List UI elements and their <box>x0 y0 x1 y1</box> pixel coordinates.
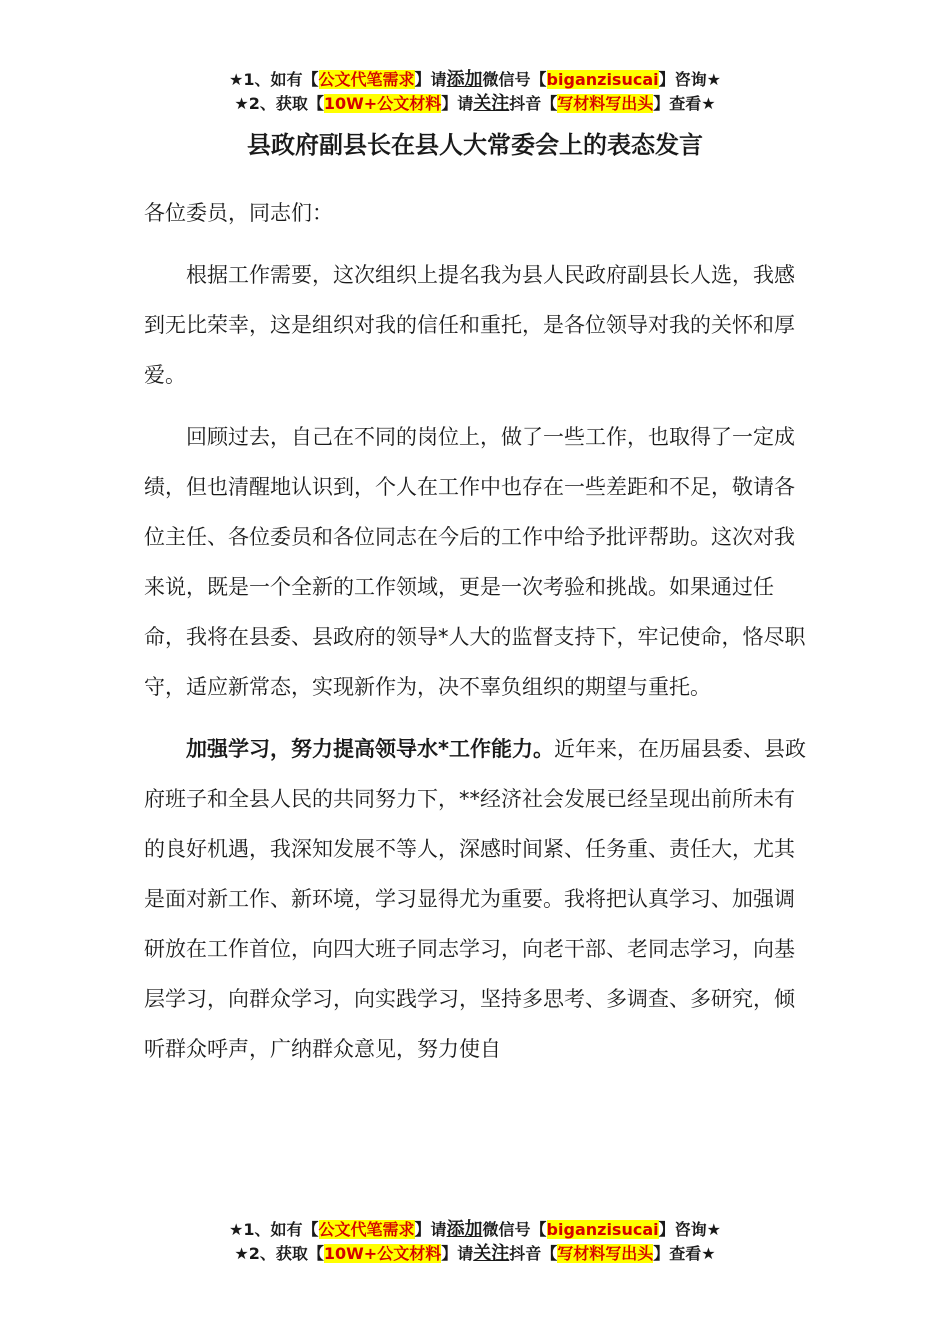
promo-text: 微信号【 <box>482 1220 547 1239</box>
highlight-materials: 10W+公文材料 <box>323 94 442 113</box>
promo-text: 】咨询★ <box>658 1220 721 1239</box>
emphasis-add: 添加 <box>446 1219 483 1240</box>
paragraph-2: 回顾过去，自己在不同的岗位上，做了一些工作，也取得了一定成绩，但也清醒地认识到，个人在工作中也存在一些差距和不足，敬请各位主任、各位委员和各位同志在今后的工作中给予批评帮助。这次对我来说，既是一个全新的工作领域，更是一次考验和挑战。如果通过任命，我将在县委、县政府的领导*人大的监督支持下，牢记使命，恪尽职守，适应新常态，实现新作为，决不辜负组织的期望与重托。 <box>144 425 806 699</box>
promo-text: 】请 <box>441 94 474 113</box>
highlight-service: 公文代笔需求 <box>318 70 415 89</box>
promo-line-2 <box>0 92 950 116</box>
footer-promo-banner <box>0 1218 950 1266</box>
paragraph-1: 根据工作需要，这次组织上提名我为县人民政府副县长人选，我感到无比荣幸，这是组织对我的信任和重托，是各位领导对我的关怀和厚爱。 <box>144 263 795 387</box>
promo-text: 】请 <box>414 1220 447 1239</box>
salutation: 各位委员，同志们： <box>144 201 333 225</box>
document-body <box>144 188 812 1086</box>
emphasis-follow: 关注 <box>473 93 510 114</box>
promo-text: 】查看★ <box>653 94 716 113</box>
paragraph-3-body: 近年来，在历届县委、县政府班子和全县人民的共同努力下，**经济社会发展已经呈现出前所未有的良好机遇，我深知发展不等人，深感时间紧、任务重、责任大，尤其是面对新工作、新环境，学习显得尤为重要。我将把认真学习、加强调研放在工作首位，向四大班子同志学习，向老干部、老同志学习，向基层学习，向群众学习，向实践学习，坚持多思考、多调查、多研究，倾听群众呼声，广纳群众意见，努力使自 <box>144 737 806 1061</box>
promo-text: 微信号【 <box>482 70 547 89</box>
emphasis-follow: 关注 <box>473 1243 510 1264</box>
promo-text: 】咨询★ <box>658 70 721 89</box>
promo-text: 】请 <box>441 1244 474 1263</box>
promo-text: 抖音【 <box>509 1244 558 1263</box>
highlight-materials: 10W+公文材料 <box>323 1244 442 1263</box>
paragraph-heading: 加强学习，努力提高领导水*工作能力。 <box>186 737 554 761</box>
highlight-douyin: 写材料写出头 <box>557 1244 654 1263</box>
highlight-wechat-id: biganzisucai <box>546 1220 659 1239</box>
promo-line-1 <box>0 68 950 92</box>
highlight-douyin: 写材料写出头 <box>557 94 654 113</box>
promo-text: 】查看★ <box>653 1244 716 1263</box>
promo-line-1 <box>0 1218 950 1242</box>
promo-text: ★2、获取【 <box>234 94 324 113</box>
emphasis-add: 添加 <box>446 69 483 90</box>
paragraph-3 <box>144 724 812 1074</box>
promo-text: 】请 <box>414 70 447 89</box>
highlight-wechat-id: biganzisucai <box>546 70 659 89</box>
promo-text: ★2、获取【 <box>234 1244 324 1263</box>
header-promo-banner <box>0 68 950 116</box>
promo-text: ★1、如有【 <box>229 1220 319 1239</box>
promo-line-2 <box>0 1242 950 1266</box>
document-title: 县政府副县长在县人大常委会上的表态发言 <box>247 131 703 159</box>
promo-text: 抖音【 <box>509 94 558 113</box>
promo-text: ★1、如有【 <box>229 70 319 89</box>
highlight-service: 公文代笔需求 <box>318 1220 415 1239</box>
